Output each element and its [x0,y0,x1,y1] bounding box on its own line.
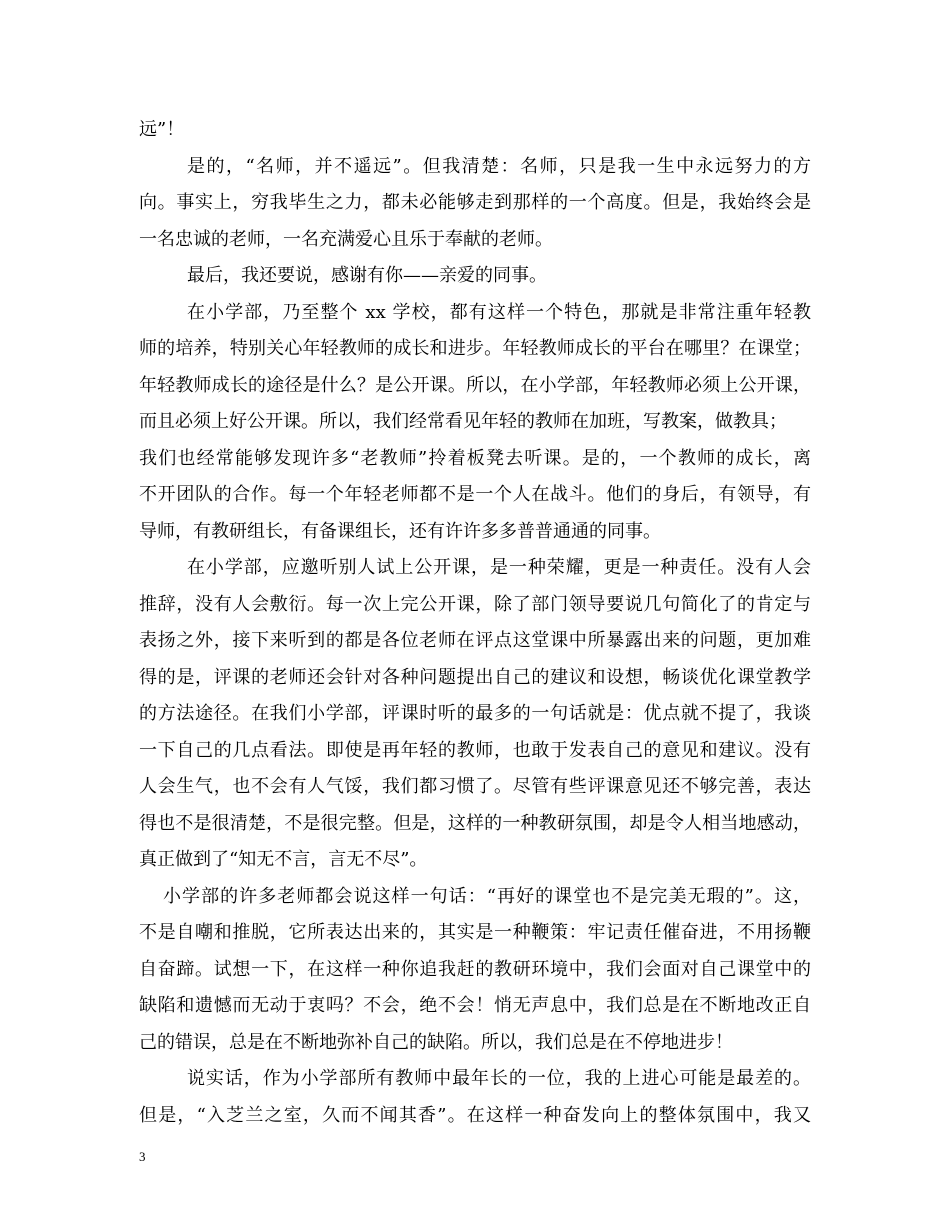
text-line: 远”！ [139,119,185,140]
text-line: 的方法途径。在我们小学部，评课时听的最多的一句话就是：优点就不提了，我谈 [139,703,811,724]
text-line: 说实话，作为小学部所有教师中最年长的一位，我的上进心可能是最差的。 [187,1068,811,1089]
text-line: 最后，我还要说，感谢有你——亲爱的同事。 [187,265,547,286]
text-line: 人会生气，也不会有人气馁，我们都习惯了。尽管有些评课意见还不够完善，表达 [139,776,811,797]
page-number: 3 [139,1149,146,1164]
text-line: 己的错误，总是在不断地弥补自己的缺陷。所以，我们总是在不停地进步！ [139,1031,733,1053]
text-line: 得也不是很清楚，不是很完整。但是，这样的一种教研氛围，却是令人相当地感动， [139,812,811,834]
text-line: 在小学部，应邀听别人试上公开课，是一种荣耀，更是一种责任。没有人会 [187,557,811,578]
text-line: 缺陷和遗憾而无动于衷吗？不会，绝不会！悄无声息中，我们总是在不断地改正自 [139,995,811,1016]
text-line: 师的培养，特别关心年轻教师的成长和进步。年轻教师成长的平台在哪里？在课堂； [139,338,811,359]
text-line: 但是，“入芝兰之室，久而不闻其香”。在这样一种奋发向上的整体氛围中，我又 [139,1104,811,1126]
text-line: 一名忠诚的老师，一名充满爱心且乐于奉献的老师。 [139,228,553,250]
body-text [139,112,811,1134]
text-line: 推辞，没有人会敷衍。每一次上完公开课，除了部门领导要说几句简化了的肯定与 [139,593,811,615]
text-line: 表扬之外，接下来听到的都是各位老师在评点这堂课中所暴露出来的问题，更加难 [139,630,811,651]
text-line: 自奋蹄。试想一下，在这样一种你追我赶的教研环境中，我们会面对自己课堂中的 [139,958,811,980]
text-line: 一下自己的几点看法。即使是再年轻的教师，也敢于发表自己的意见和建议。没有 [139,739,811,761]
text-line: 不开团队的合作。每一个年轻老师都不是一个人在战斗。他们的身后，有领导，有 [139,484,811,505]
text-line: 我们也经常能够发现许多“老教师”拎着板凳去听课。是的，一个教师的成长，离 [139,447,811,469]
text-line: 向。事实上，穷我毕生之力，都未必能够走到那样的一个高度。但是，我始终会是 [139,192,811,213]
text-line: 导师，有教研组长，有备课组长，还有许许多多普普通通的同事。 [139,520,661,542]
text-line: 是的，“名师，并不遥远”。但我清楚：名师，只是我一生中永远努力的方 [187,155,811,177]
text-line: 不是自嘲和推脱，它所表达出来的，其实是一种鞭策：牢记责任催奋进，不用扬鞭 [139,922,811,943]
text-line: 而且必须上好公开课。所以，我们经常看见年轻的教师在加班，写教案，做教具； [139,411,787,432]
text-line: 得的是，评课的老师还会针对各种问题提出自己的建议和设想，畅谈优化课堂教学 [139,666,811,688]
text-line: 年轻教师成长的途径是什么？是公开课。所以，在小学部，年轻教师必须上公开课， [139,374,811,396]
text-line: 小学部的许多老师都会说这样一句话：“再好的课堂也不是完美无瑕的”。这， [163,885,811,907]
text-line: 真正做到了“知无不言，言无不尽”。 [139,849,428,870]
text-line: 在小学部，乃至整个 xx 学校，都有这样一个特色，那就是非常注重年轻教 [187,301,811,323]
